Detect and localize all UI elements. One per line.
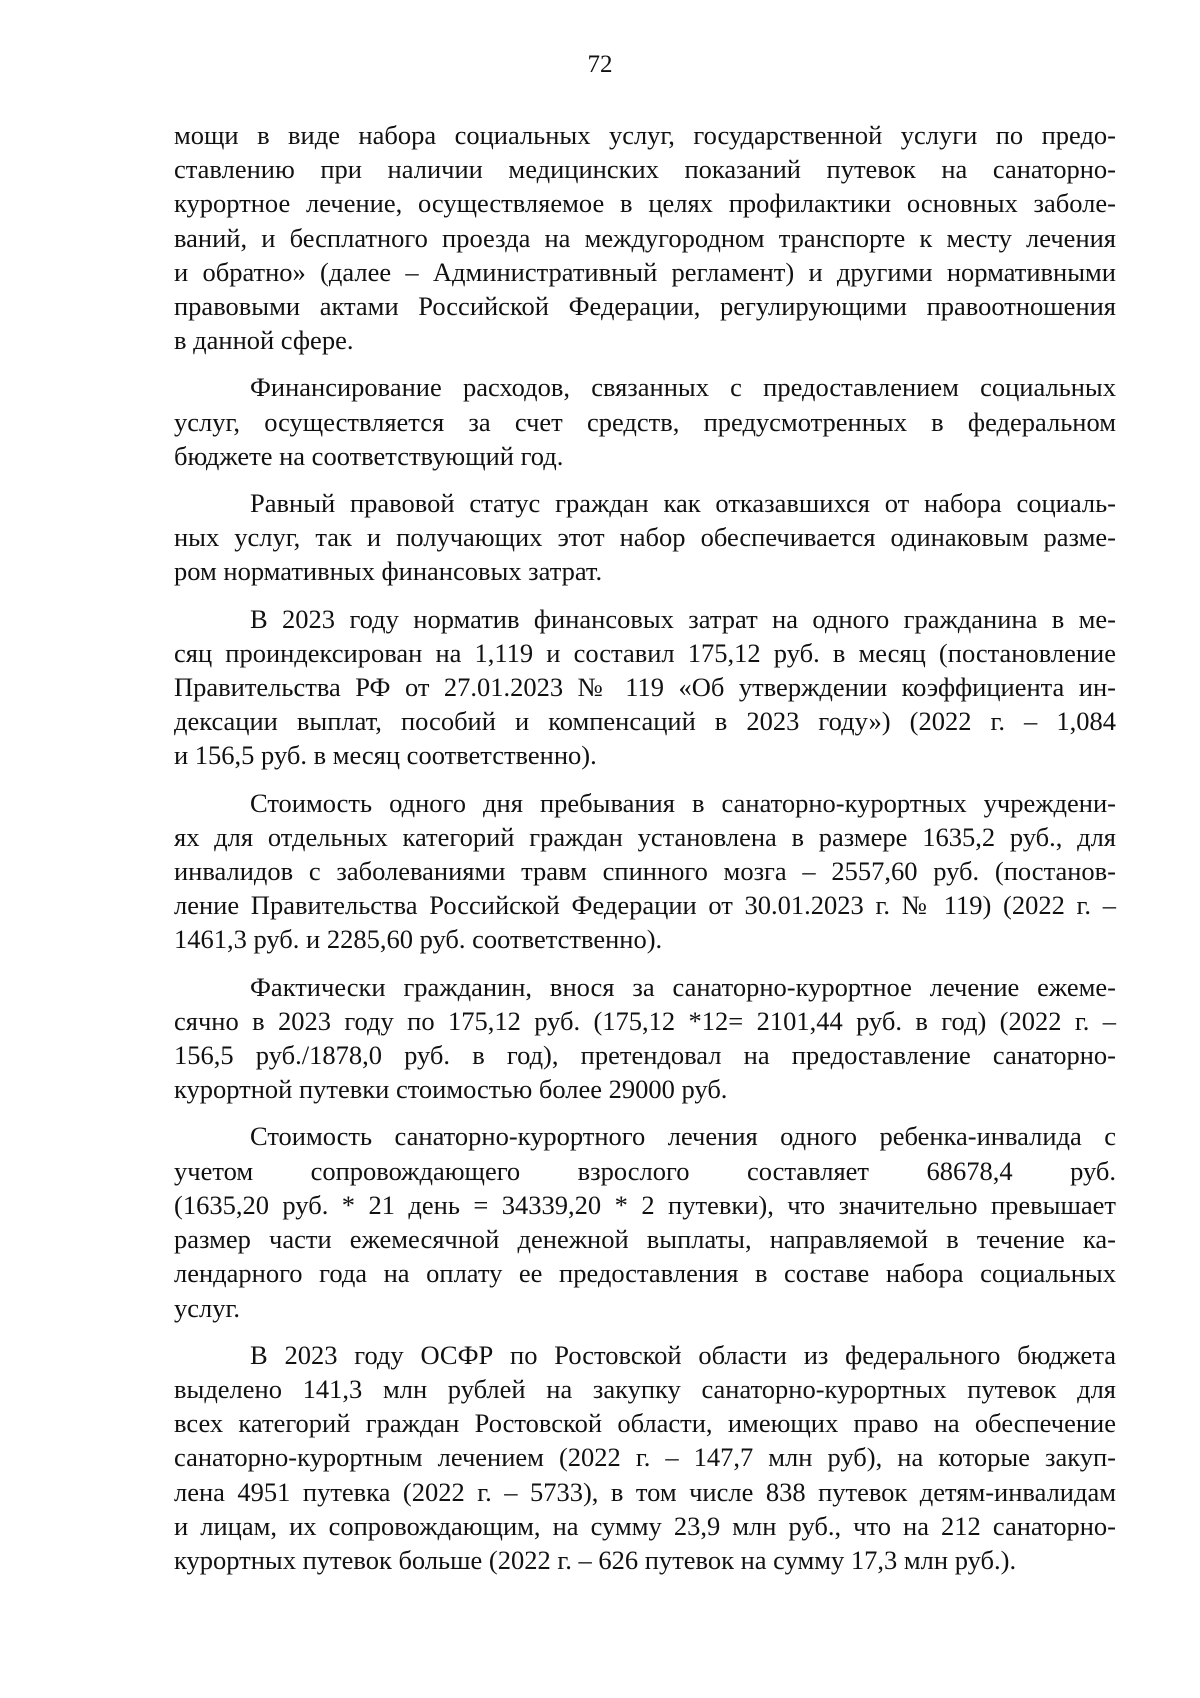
text-line: в данной сфере. (174, 325, 354, 356)
text-line: сяц проиндексирован на 1,119 и составил 175,12 руб. в месяц (постановление (174, 637, 1116, 668)
text-line: услуг. (174, 1292, 240, 1323)
text-line: Финансирование расходов, связанных с предоставлением социальных (250, 372, 1116, 403)
text-line: ром нормативных финансовых затрат. (174, 556, 603, 587)
text-line: ях для отдельных категорий граждан установлена в размере 1635,2 руб., для (174, 821, 1116, 852)
text-line: учетом сопровождающего взрослого составляет 68678,4 руб. (174, 1155, 1116, 1186)
text-line: В 2023 году норматив финансовых затрат на одного гражданина в ме- (250, 603, 1116, 634)
text-line: курортных путевок больше (2022 г. – 626 путевок на сумму 17,3 млн руб.). (174, 1544, 1017, 1575)
text-line: дексации выплат, пособий и компенсаций в 2023 году») (2022 г. – 1,084 (174, 706, 1116, 737)
text-line: правовыми актами Российской Федерации, регулирующими правоотношения (174, 291, 1116, 322)
document-body (174, 118, 1116, 1590)
text-line: курортное лечение, осуществляемое в целях профилактики основных заболе- (174, 188, 1116, 219)
text-line: сячно в 2023 году по 175,12 руб. (175,12 *12= 2101,44 руб. в год) (2022 г. – (174, 1005, 1116, 1036)
text-line: всех категорий граждан Ростовской области, имеющих право на обеспечение (174, 1408, 1116, 1439)
text-line: санаторно-курортным лечением (2022 г. – 147,7 млн руб), на которые закуп- (174, 1442, 1116, 1473)
text-line: 1461,3 руб. и 2285,60 руб. соответственно). (174, 924, 663, 955)
text-line: В 2023 году ОСФР по Ростовской области из федерального бюджета (250, 1339, 1116, 1370)
paragraph (174, 602, 1116, 773)
paragraph (174, 786, 1116, 957)
text-line: услуг, осуществляется за счет средств, предусмотренных в федеральном (174, 406, 1116, 437)
text-line: лендарного года на оплату ее предоставления в составе набора социальных (174, 1258, 1116, 1289)
text-line: ставлению при наличии медицинских показаний путевок на санаторно- (174, 154, 1116, 185)
text-line: инвалидов с заболеваниями травм спинного мозга – 2557,60 руб. (постанов- (174, 856, 1116, 887)
text-line: Фактически гражданин, внося за санаторно-курортное лечение ежеме- (250, 971, 1116, 1002)
text-line: ление Правительства Российской Федерации от 30.01.2023 г. № 119) (2022 г. – (174, 890, 1116, 921)
text-line: ных услуг, так и получающих этот набор обеспечивается одинаковым разме- (174, 522, 1116, 553)
paragraph (174, 370, 1116, 473)
text-line: ваний, и бесплатного проезда на междугородном транспорте к месту лечения (174, 222, 1116, 253)
text-line: курортной путевки стоимостью более 29000 руб. (174, 1074, 728, 1105)
paragraph (174, 486, 1116, 589)
text-line: Правительства РФ от 27.01.2023 № 119 «Об утверждении коэффициента ин- (174, 672, 1116, 703)
text-line: 156,5 руб./1878,0 руб. в год), претендовал на предоставление санаторно- (174, 1040, 1116, 1071)
text-line: и обратно» (далее – Административный регламент) и другими нормативными (174, 256, 1116, 287)
paragraph (174, 118, 1116, 357)
text-line: Стоимость одного дня пребывания в санаторно-курортных учреждени- (250, 787, 1116, 818)
text-line: выделено 141,3 млн рублей на закупку санаторно-курортных путевок для (174, 1373, 1116, 1404)
text-line: лена 4951 путевка (2022 г. – 5733), в том числе 838 путевок детям-инвалидам (174, 1476, 1116, 1507)
text-line: и 156,5 руб. в месяц соответственно). (174, 740, 597, 771)
text-line: бюджете на соответствующий год. (174, 440, 564, 471)
text-line: Стоимость санаторно-курортного лечения одного ребенка-инвалида с (250, 1121, 1116, 1152)
text-line: Равный правовой статус граждан как отказавшихся от набора социаль- (250, 488, 1116, 519)
paragraph (174, 1119, 1116, 1324)
paragraph (174, 1338, 1116, 1577)
page-number: 72 (587, 51, 613, 78)
text-line: и лицам, их сопровождающим, на сумму 23,9 млн руб., что на 212 санаторно- (174, 1510, 1116, 1541)
text-line: мощи в виде набора социальных услуг, государственной услуги по предо- (174, 120, 1116, 150)
text-line: (1635,20 руб. * 21 день = 34339,20 * 2 путевки), что значительно превышает (174, 1189, 1116, 1220)
paragraph (174, 970, 1116, 1107)
text-line: размер части ежемесячной денежной выплаты, направляемой в течение ка- (174, 1224, 1116, 1255)
